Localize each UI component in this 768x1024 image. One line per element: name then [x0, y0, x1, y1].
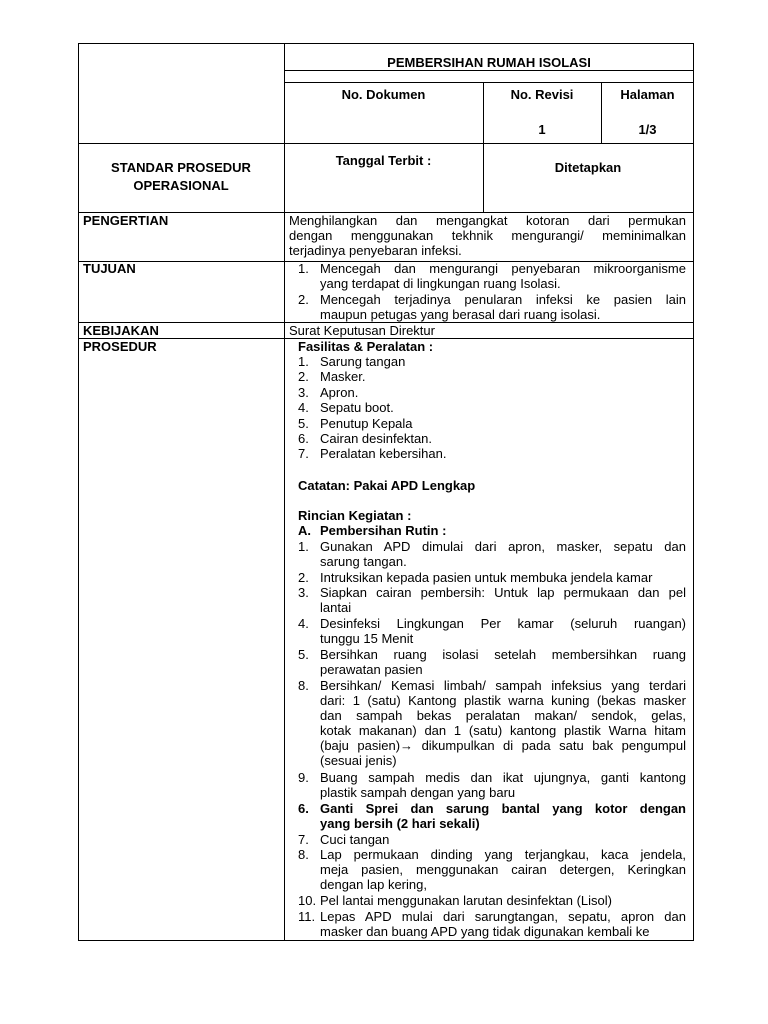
list-item — [320, 431, 686, 446]
list-item-number: 8. — [298, 847, 309, 862]
list-item-line: Mencegah terjadinya penularan infeksi ke pasien lain — [320, 291, 686, 307]
catatan-note: Catatan: Pakai APD Lengkap — [298, 478, 476, 493]
list-item-line: Intruksikan kepada pasien untuk membuka jendela kamar — [320, 569, 653, 585]
list-item — [320, 354, 686, 369]
table-border — [78, 43, 694, 44]
list-item — [320, 416, 686, 431]
list-item-line: Sepatu boot. — [320, 400, 394, 416]
list-item — [320, 369, 686, 384]
list-item-number: 6. — [298, 800, 309, 816]
list-item-line: Lap permukaan dinding yang terjangkau, kaca jendela, — [320, 847, 686, 862]
kebijakan-label: KEBIJAKAN — [83, 323, 159, 338]
list-item — [320, 446, 686, 461]
list-item — [320, 400, 686, 415]
list-item — [320, 261, 686, 291]
list-item-line: yang bersih (2 hari sekali) — [320, 815, 480, 831]
list-item-line: (baju pasien)→ dikumpulkan di pada satu bak pengumpul — [320, 737, 686, 753]
list-item — [320, 847, 686, 892]
list-item-number: 1. — [298, 539, 309, 554]
list-item-line: dengan lap kering, — [320, 877, 427, 892]
list-item-line: meja pasien, menggunakan cairan detergen, Keringkan — [320, 862, 686, 877]
list-item — [320, 585, 686, 615]
pengertian-text — [289, 213, 686, 258]
table-border — [284, 43, 285, 941]
list-item-line: Masker. — [320, 369, 366, 385]
list-item-number: 3. — [298, 384, 309, 400]
list-item-line: (sesuai jenis) — [320, 752, 397, 768]
list-item — [320, 801, 686, 831]
list-item — [320, 647, 686, 677]
list-item-line: Lepas APD mulai dari sarungtangan, sepatu, apron dan — [320, 908, 686, 924]
list-item-number: 10. — [298, 893, 317, 909]
list-item — [320, 770, 686, 800]
list-item-line: yang terdapat di lingkungan ruang Isolasi. — [320, 276, 561, 291]
list-item-line: Apron. — [320, 384, 359, 400]
list-item-number: 3. — [298, 585, 309, 601]
list-item — [320, 292, 686, 322]
pengertian-label: PENGERTIAN — [83, 213, 169, 228]
table-border — [284, 82, 694, 83]
list-item-line: kotak makanan) dan 1 (satu) kantong plastik Warna hitam — [320, 722, 686, 738]
list-item — [320, 909, 686, 939]
no-revisi-value: 1 — [538, 122, 546, 137]
list-item-number: 5. — [298, 415, 309, 431]
list-item-line: dan sampah bekas peralatan makan/ sendok, gelas, — [320, 707, 686, 723]
list-item-line: Siapkan cairan pembersih: Untuk lap permukaan dan pel — [320, 585, 686, 601]
kebijakan-text: Surat Keputusan Direktur — [289, 323, 435, 338]
ditetapkan-label: Ditetapkan — [554, 160, 622, 175]
list-item — [320, 893, 686, 908]
list-item-line: sarung tangan. — [320, 554, 407, 569]
section-a-title: Pembersihan Rutin : — [320, 523, 447, 538]
no-dokumen-label: No. Dokumen — [341, 87, 426, 102]
list-item — [320, 616, 686, 646]
list-item-number: 6. — [298, 431, 309, 446]
no-revisi-label: No. Revisi — [510, 87, 574, 102]
list-item-number: 8. — [298, 677, 309, 693]
list-item-number: 1. — [298, 261, 309, 276]
list-item-number: 7. — [298, 446, 309, 462]
list-item-number: 7. — [298, 831, 309, 847]
pengertian-line: dengan menggunakan tekhnik mengurangi/ meminimalkan — [289, 228, 686, 243]
tanggal-terbit-label: Tanggal Terbit : — [335, 153, 432, 168]
list-item-number: 1. — [298, 354, 309, 369]
list-item-line: Mencegah dan mengurangi penyebaran mikroorganisme — [320, 261, 686, 276]
list-item-line: Cuci tangan — [320, 831, 390, 847]
pengertian-line: Menghilangkan dan mengangkat kotoran dari permukan — [289, 213, 686, 228]
table-border — [78, 143, 694, 144]
list-item-line: perawatan pasien — [320, 661, 423, 677]
list-item — [320, 678, 686, 768]
list-item-line: Desinfeksi Lingkungan Per kamar (seluruh ruangan) — [320, 616, 686, 631]
list-item-number: 2. — [298, 369, 309, 385]
list-item-number: 2. — [298, 569, 309, 585]
list-item-line: lantai — [320, 600, 352, 616]
sop-label-line1: STANDAR PROSEDUR — [111, 160, 251, 175]
list-item — [320, 832, 686, 847]
table-border — [693, 43, 694, 941]
table-border — [78, 940, 694, 941]
list-item-line: Peralatan kebersihan. — [320, 446, 447, 462]
list-item-number: 4. — [298, 616, 309, 631]
list-item-line: Ganti Sprei dan sarung bantal yang kotor dengan — [320, 800, 686, 816]
list-item — [320, 385, 686, 400]
pengertian-line: terjadinya penyebaran infeksi. — [289, 243, 462, 258]
list-item-line: masker dan buang APD yang tidak digunakan kembali ke — [320, 923, 650, 939]
list-item-line: tunggu 15 Menit — [320, 631, 414, 646]
list-item-line: Bersihkan/ Kemasi limbah/ sampah infeksius yang terdari — [320, 677, 686, 693]
prosedur-label: PROSEDUR — [83, 339, 157, 354]
halaman-value: 1/3 — [638, 122, 657, 137]
tujuan-label: TUJUAN — [83, 261, 136, 276]
list-item-line: Gunakan APD dimulai dari apron, masker, sepatu dan — [320, 539, 686, 554]
list-item — [320, 539, 686, 569]
list-item-number: 4. — [298, 400, 309, 416]
table-border — [284, 70, 694, 71]
list-item — [320, 570, 686, 585]
document-title: PEMBERSIHAN RUMAH ISOLASI — [387, 55, 591, 70]
list-item-line: dari: 1 (satu) Kantong plastik warna kuning (bekas masker — [320, 692, 686, 708]
list-item-number: 9. — [298, 770, 309, 785]
list-item-number: 5. — [298, 646, 309, 662]
list-item-number: 2. — [298, 291, 309, 307]
section-a-number: A. — [298, 523, 311, 538]
halaman-label: Halaman — [620, 87, 675, 102]
list-item-line: Cairan desinfektan. — [320, 431, 433, 446]
list-item-line: Penutup Kepala — [320, 415, 413, 431]
rincian-heading: Rincian Kegiatan : — [298, 508, 412, 523]
list-item-line: Buang sampah medis dan ikat ujungnya, ganti kantong — [320, 770, 686, 785]
list-item-line: Sarung tangan — [320, 354, 406, 369]
list-item-line: Pel lantai menggunakan larutan desinfektan (Lisol) — [320, 893, 612, 909]
fasilitas-heading: Fasilitas & Peralatan : — [298, 339, 434, 354]
list-item-number: 11. — [298, 908, 316, 924]
list-item-line: plastik sampah dengan yang baru — [320, 785, 516, 800]
sop-label-line2: OPERASIONAL — [133, 178, 229, 193]
list-item-line: maupun petugas yang berasal dari ruang isolasi. — [320, 306, 601, 322]
list-item-line: Bersihkan ruang isolasi setelah membersihkan ruang — [320, 646, 686, 662]
